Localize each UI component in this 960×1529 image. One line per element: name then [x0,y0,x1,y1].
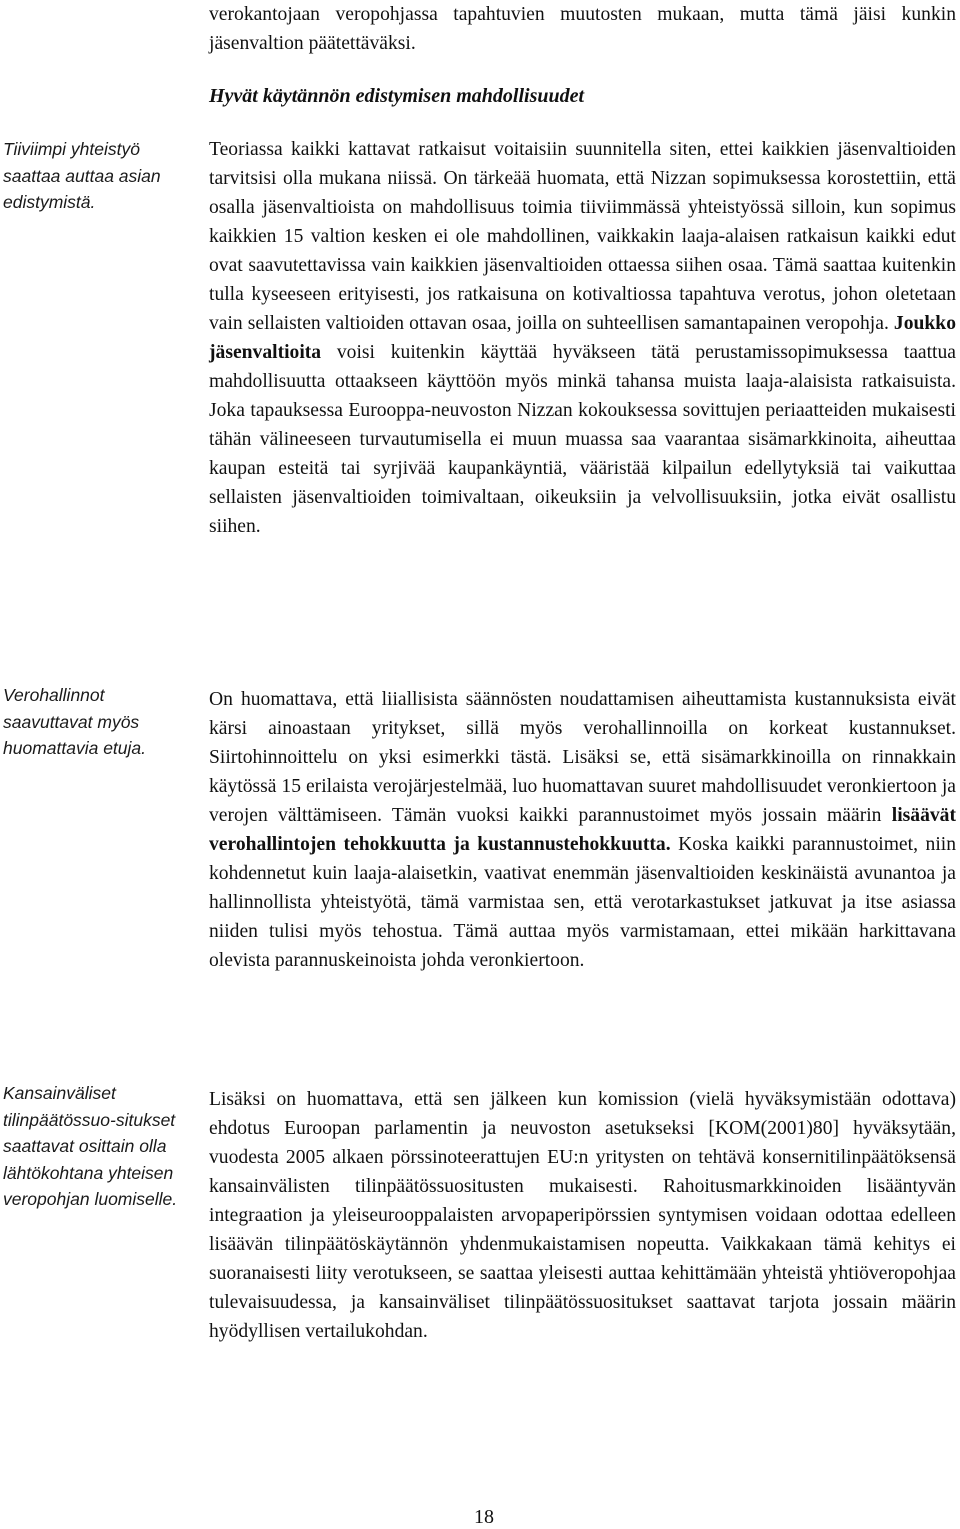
margin-note-tax-administrations: Verohallinnot saavuttavat myös huomattavia etuja. [3,685,147,758]
page-number: 18 [474,1506,494,1528]
margin-note-cooperation: Tiiviimpi yhteistyö saattaa auttaa asian edistymistä. [3,139,161,212]
bold-emphasis: lisäävät verohallintojen tehokkuutta ja kustannustehokkuutta. [209,805,956,855]
paragraph-text: On huomattava, että liiallisista säännösten noudattamisen aiheuttamista kustannuksista eivät kärsi ainoastaan yritykset, sillä myös verohallinnoilla on korkeat kustannukset. Siirtohinnoittelu on yksi esimerkki tästä. Lisäksi se, että sisämarkkinoilla on rinnakkain käytössä 15 erilaista verojärjestelmää, luo huomattavan suuret mahdollisuudet veronkiertoon ja verojen välttämiseen. Tämän vuoksi kaikki parannustoimet myös jossain määrin [209,689,956,826]
section-heading: Hyvät käytännön edistymisen mahdollisuudet [209,85,585,107]
paragraph-administration-costs [209,685,956,975]
paragraph-text: voisi kuitenkin käyttää hyväkseen tätä perustamissopimuksessa taattua mahdollisuutta ottaakseen käyttöön myös minkä tahansa muista laaja-alaisista ratkaisuista. Joka tapauksessa Eurooppa-neuvoston Nizzan kokouksessa sovittujen periaatteiden mukaisesti tähän välineeseen turvautumisella ei muun muassa saa vaarantaa sisämarkkinoita, aiheuttaa kaupan esteitä tai syrjivää kaupankäyntiä, vääristää kilpailun edellytyksiä tai vaikuttaa sellaisten jäsenvaltioiden toimivaltaan, oikeuksiin ja velvollisuuksiin, jotka eivät osallistu siihen. [209,342,956,537]
paragraph-text: Koska kaikki parannustoimet, niin kohdennetut kuin laaja-alaisetkin, vaativat enemmän jäsenvaltioiden keskinäistä avunantoa ja hallinnollista yhteistyötä, tämä varmistaa sen, että verotarkastukset jatkuvat ja itse asiassa niiden tulisi myös tehostua. Tämä auttaa myös varmistamaan, ettei mikään harkittavana olevista parannuskeinoista johda veronkiertoon. [209,834,956,971]
bold-emphasis: Joukko jäsenvaltioita [209,313,956,363]
intro-paragraph: verokantojaan veropohjassa tapahtuvien muutosten mukaan, mutta tämä jäisi kunkin jäsenvaltion päätettäväksi. [209,4,956,54]
paragraph-text: Lisäksi on huomattava, että sen jälkeen kun komission (vielä hyväksymistään odottava) ehdotus Euroopan parlamentin ja neuvoston asetukseksi [KOM(2001)80] hyväksytään, vuodesta 2005 alkaen pörssinoteerattujen EU:n yritysten on tehtävä konsernitilinpäätöksensä kansainvälisten tilinpäätössuositusten mukaisesti. Rahoitusmarkkinoiden lisääntyvän integraation ja yleiseurooppalaisten arvopaperipörssien syntymisen voidaan odottaa edelleen lisäävän tilinpäätöskäytännön yhdenmukaistamisen nopeutta. Vaikkakaan tämä kehitys ei suoranaisesti liity verotukseen, se saattaa yleisesti auttaa kehittämään yhteistä yhtiöveropohjaa tulevaisuudessa, ja kansainväliset tilinpäätössuositukset saattavat tarjota jossain määrin hyödyllisen vertailukohdan. [209,1089,956,1342]
paragraph-closer-cooperation [209,135,956,541]
margin-note-accounting-standards: Kansainväliset tilinpäätössuo-situkset saattavat osittain olla lähtökohtana yhteisen veropohjan luomiselle. [3,1083,178,1209]
paragraph-accounting-standards [209,1085,956,1346]
paragraph-text: Teoriassa kaikki kattavat ratkaisut voitaisiin suunnitella siten, ettei kaikkien jäsenvaltioiden tarvitsisi olla mukana niissä. On tärkeää huomata, että Nizzan sopimuksessa korostettiin, että osalla jäsenvaltioista on mahdollisuus toimia tiiviimmässä yhteistyössä silloin, kun sopimus kaikkien 15 valtion kesken ei ole mahdollinen, vaikkakin laaja-alaisen ratkaisun kaikki edut ovat saavutettavissa vain kaikkien jäsenvaltioiden ottaessa siihen osaa. Tämä saattaa kuitenkin tulla kyseeseen erityisesti, jos ratkaisuna on kotivaltiossa tapahtuva verotus, johon oletetaan vain sellaisten valtioiden ottavan osaa, joilla on suhteellisen samantapainen veropohja. [209,139,956,334]
